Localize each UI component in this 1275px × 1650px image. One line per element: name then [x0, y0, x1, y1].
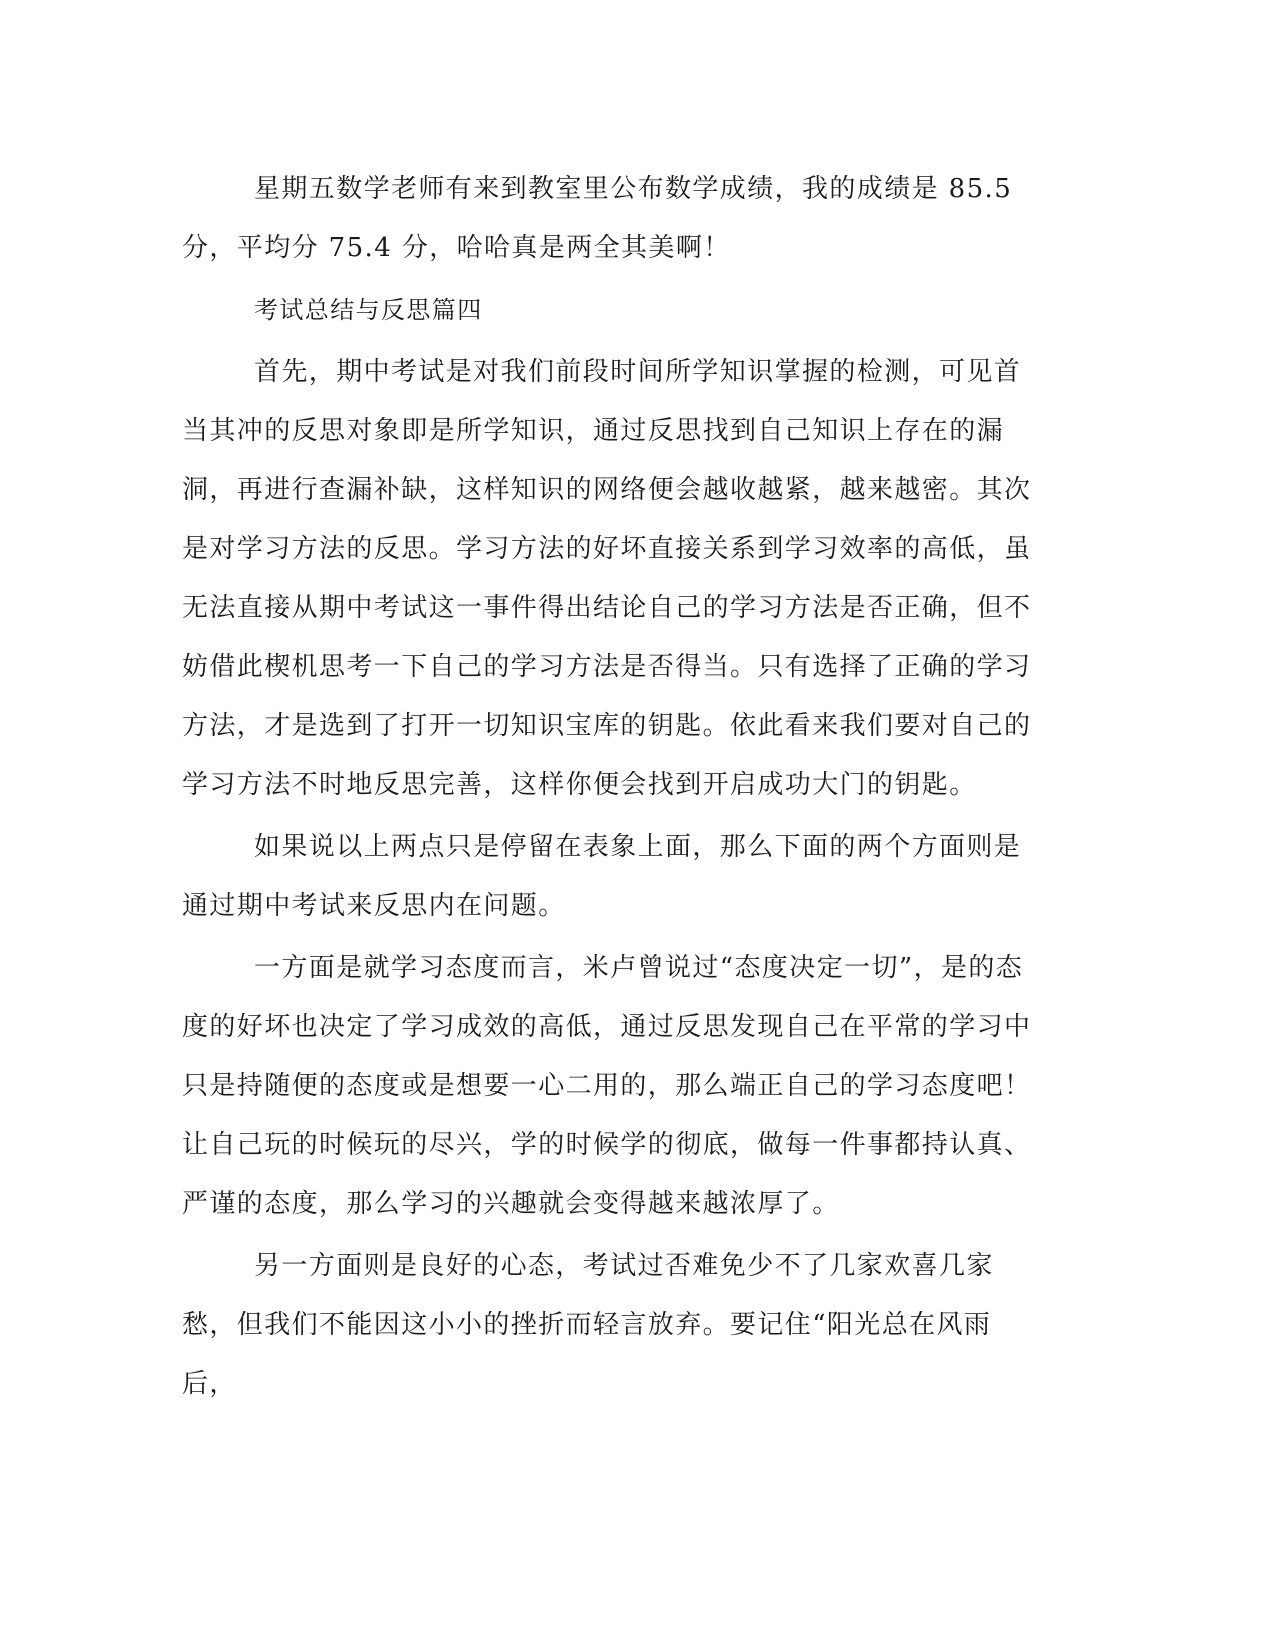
paragraph-knowledge-and-methods: 首先，期中考试是对我们前段时间所学知识掌握的检测，可见首当其冲的反思对象即是所学知识，通过反思找到自己知识上存在的漏洞，再进行查漏补缺，这样知识的网络便会越收越紧，越来越密。其次是对学习方法的反思。学习方法的好坏直接关系到学习效率的高低，虽无法直接从期中考试这一事件得出结论自己的学习方法是否正确，但不妨借此楔机思考一下自己的学习方法是否得当。只有选择了正确的学习方法，才是选到了打开一切知识宝库的钥匙。依此看来我们要对自己的学习方法不时地反思完善，这样你便会找到开启成功大门的钥匙。 [182, 357, 1032, 800]
section-heading: 考试总结与反思篇四 [254, 296, 483, 324]
document-body [182, 160, 1037, 1417]
paragraph-mindset: 另一方面则是良好的心态，考试过否难免少不了几家欢喜几家愁，但我们不能因这小小的挫折而轻言放弃。要记住“阳光总在风雨后， [182, 1251, 994, 1399]
paragraph-transition: 如果说以上两点只是停留在表象上面，那么下面的两个方面则是通过期中考试来反思内在问题。 [182, 832, 1022, 921]
paragraph-exam-scores: 星期五数学老师有来到教室里公布数学成绩，我的成绩是 85.5 分，平均分 75.4 分，哈哈真是两全其美啊！ [182, 174, 1013, 263]
paragraph-learning-attitude: 一方面是就学习态度而言，米卢曾说过“态度决定一切”，是的态度的好坏也决定了学习成效的高低，通过反思发现自己在平常的学习中只是持随便的态度或是想要一心二用的，那么端正自己的学习态度吧！让自己玩的时候玩的尽兴，学的时候学的彻底，做每一件事都持认真、严谨的态度，那么学习的兴趣就会变得越来越浓厚了。 [182, 953, 1032, 1219]
